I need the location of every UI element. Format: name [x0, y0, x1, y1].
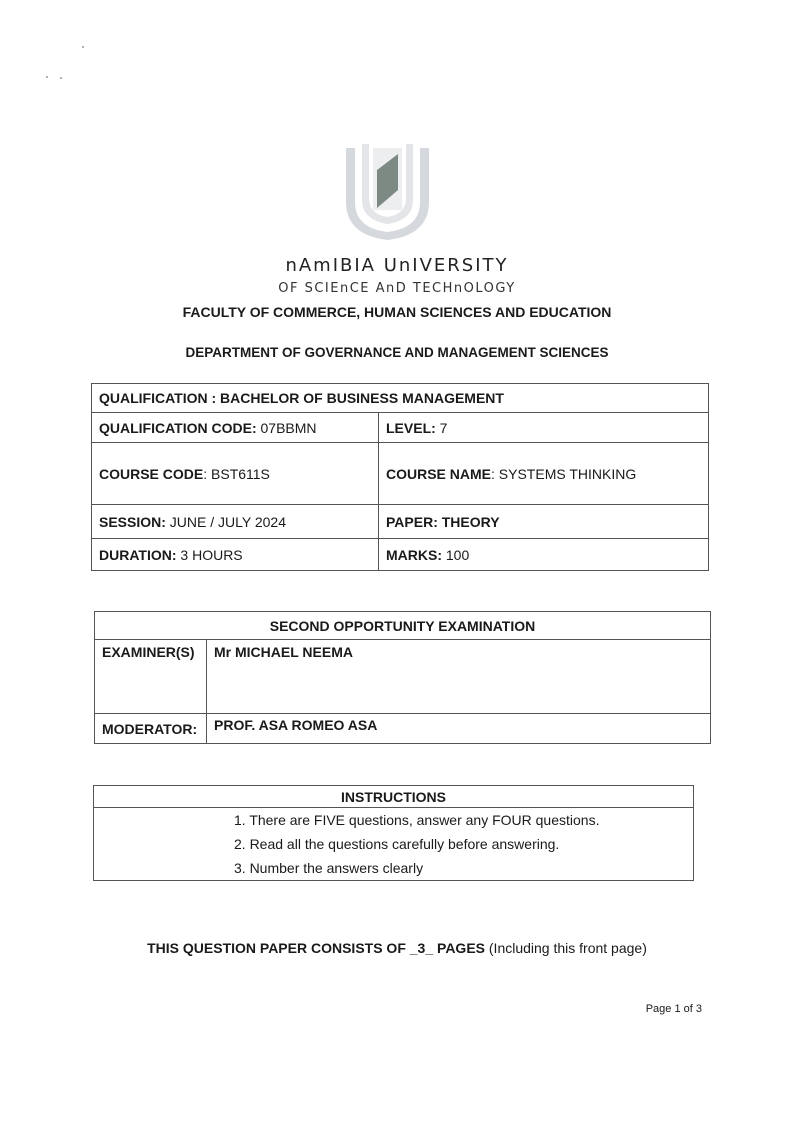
- examiners-table: [94, 611, 711, 744]
- course-code-cell: COURSE CODE: BST611S: [92, 443, 379, 505]
- level-cell: LEVEL: 7: [379, 413, 709, 443]
- examiner-label-cell: EXAMINER(S): [95, 640, 207, 714]
- instructions-list: [94, 808, 693, 880]
- duration-cell: DURATION: 3 HOURS: [92, 539, 379, 571]
- session-cell: SESSION: JUNE / JULY 2024: [92, 505, 379, 539]
- scan-speck: [60, 77, 62, 79]
- qualification-code-cell: QUALIFICATION CODE: 07BBMN: [92, 413, 379, 443]
- scan-speck: [46, 76, 48, 78]
- instructions-table: [93, 785, 694, 881]
- exam-title-cell: SECOND OPPORTUNITY EXAMINATION: [95, 612, 711, 640]
- examiner-value-cell: Mr MICHAEL NEEMA: [207, 640, 711, 714]
- university-subtitle: OF SCIEnCE AnD TECHnOLOGY: [278, 281, 516, 296]
- scan-speck: [82, 46, 84, 48]
- instructions-title-cell: INSTRUCTIONS: [94, 786, 694, 808]
- page-number: Page 1 of 3: [645, 1003, 702, 1015]
- nust-shield-logo-icon: [340, 140, 435, 245]
- instructions-list-cell: [94, 808, 694, 881]
- moderator-label-cell: MODERATOR:: [95, 714, 207, 744]
- page-count-statement: THIS QUESTION PAPER CONSISTS OF _3_ PAGES (Including this front page): [147, 940, 647, 956]
- university-name: nAmIBIA UnIVERSITY: [285, 255, 509, 276]
- course-name-cell: COURSE NAME: SYSTEMS THINKING: [379, 443, 709, 505]
- marks-cell: MARKS: 100: [379, 539, 709, 571]
- qualification-cell: QUALIFICATION : BACHELOR OF BUSINESS MANAGEMENT: [92, 384, 709, 413]
- department-title: DEPARTMENT OF GOVERNANCE AND MANAGEMENT SCIENCES: [185, 345, 609, 360]
- instruction-item: 3. Number the answers clearly: [234, 860, 424, 876]
- moderator-value-cell: PROF. ASA ROMEO ASA: [207, 714, 711, 744]
- instruction-item: 2. Read all the questions carefully before answering.: [234, 836, 560, 852]
- paper-cell: PAPER: THEORY: [379, 505, 709, 539]
- faculty-title: FACULTY OF COMMERCE, HUMAN SCIENCES AND EDUCATION: [182, 304, 612, 320]
- instruction-item: 1. There are FIVE questions, answer any FOUR questions.: [234, 812, 600, 828]
- qualification-details-table: [91, 383, 709, 571]
